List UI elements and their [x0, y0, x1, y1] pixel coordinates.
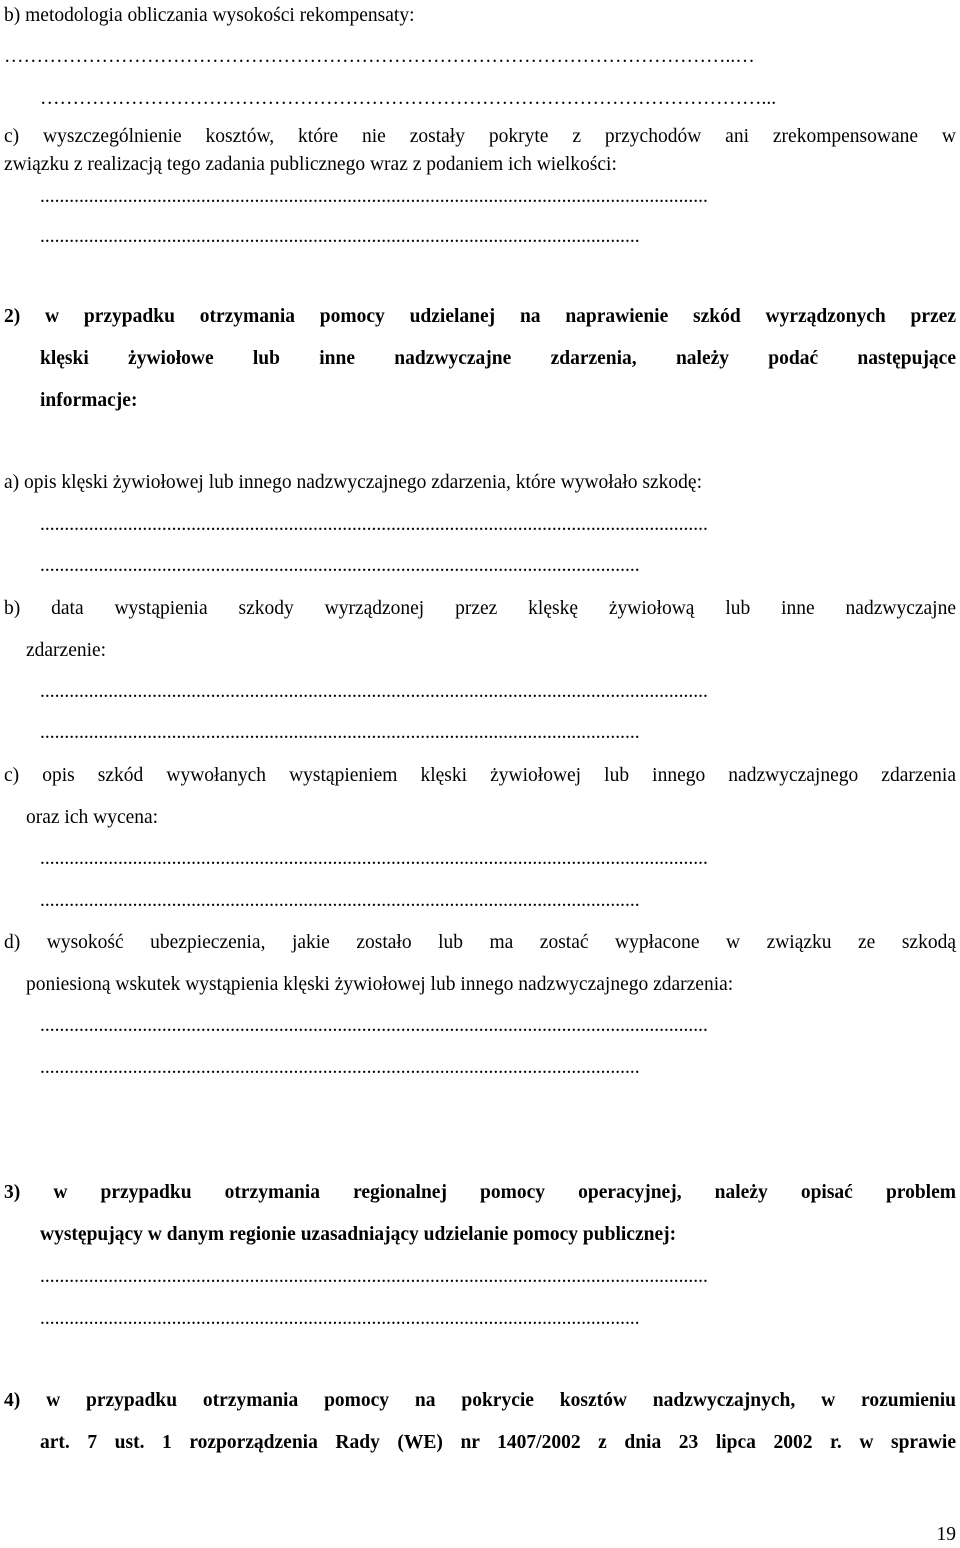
- fill-line: .........................................................................................................................................: [40, 681, 708, 702]
- page-number: 19: [936, 1524, 956, 1545]
- section-2-heading-line3: informacje:: [40, 390, 138, 411]
- fill-line: .........................................................................................................................................: [40, 1015, 708, 1036]
- section-4-heading-line2: art. 7 ust. 1 rozporządzenia Rady (WE) nr 1407/2002 z dnia 23 lipca 2002 r. w sprawie: [40, 1432, 956, 1453]
- fill-line: .........................................................................................................................................: [40, 186, 708, 207]
- fill-line: ...........................................................................................................................: [40, 555, 640, 576]
- fill-line: …………………………………………………………………………………………………..…: [4, 46, 755, 67]
- section-2-heading-line2: klęski żywiołowe lub inne nadzwyczajne zdarzenia, należy podać następujące: [40, 348, 956, 369]
- item-d-insurance-line2: poniesioną wskutek wystąpienia klęski żywiołowej lub innego nadzwyczajnego zdarzenia:: [26, 974, 734, 995]
- item-b-damage-date-line2: zdarzenie:: [26, 640, 107, 661]
- section-2-heading-line1: 2) w przypadku otrzymania pomocy udzielanej na naprawienie szkód wyrządzonych przez: [4, 306, 956, 327]
- fill-line: …………………………………………………………………………………………………...: [40, 88, 777, 109]
- item-b-damage-date-line1: b) data wystąpienia szkody wyrządzonej przez klęskę żywiołową lub inne nadzwyczajne: [4, 598, 956, 619]
- fill-line: ...........................................................................................................................: [40, 1057, 640, 1078]
- item-c-damage-description-line2: oraz ich wycena:: [26, 807, 159, 828]
- fill-line: .........................................................................................................................................: [40, 514, 708, 535]
- fill-line: ...........................................................................................................................: [40, 226, 640, 247]
- fill-line: ...........................................................................................................................: [40, 1308, 640, 1329]
- item-a-disaster-description: a) opis klęski żywiołowej lub innego nadzwyczajnego zdarzenia, które wywołało szkodę:: [4, 472, 702, 493]
- heading-b-methodology: b) metodologia obliczania wysokości rekompensaty:: [4, 5, 415, 26]
- fill-line: .........................................................................................................................................: [40, 1266, 708, 1287]
- fill-line: ...........................................................................................................................: [40, 890, 640, 911]
- section-4-heading-line1: 4) w przypadku otrzymania pomocy na pokrycie kosztów nadzwyczajnych, w rozumieniu: [4, 1390, 956, 1411]
- section-3-heading-line2: występujący w danym regionie uzasadniający udzielanie pomocy publicznej:: [40, 1224, 677, 1245]
- item-d-insurance-line1: d) wysokość ubezpieczenia, jakie zostało lub ma zostać wypłacone w związku ze szkodą: [4, 932, 956, 953]
- item-c-costs-line1: c) wyszczególnienie kosztów, które nie zostały pokryte z przychodów ani zrekompensowane w: [4, 126, 956, 147]
- fill-line: ...........................................................................................................................: [40, 722, 640, 743]
- fill-line: .........................................................................................................................................: [40, 848, 708, 869]
- section-3-heading-line1: 3) w przypadku otrzymania regionalnej pomocy operacyjnej, należy opisać problem: [4, 1182, 956, 1203]
- item-c-damage-description-line1: c) opis szkód wywołanych wystąpieniem klęski żywiołowej lub innego nadzwyczajnego zdarzenia: [4, 765, 956, 786]
- item-c-costs-line2: związku z realizacją tego zadania publicznego wraz z podaniem ich wielkości:: [4, 154, 617, 175]
